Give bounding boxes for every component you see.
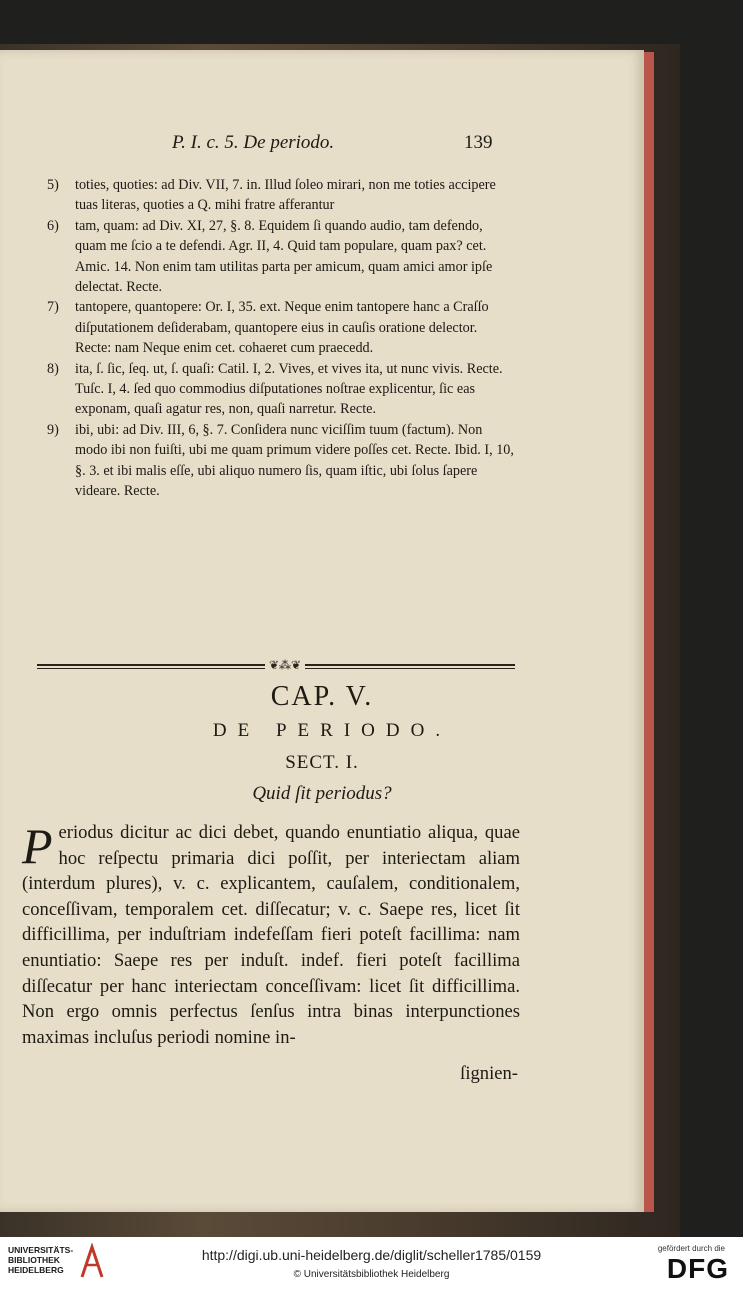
catchword: ſignien- (460, 1063, 518, 1084)
note-number: 5) (47, 177, 59, 193)
copyright-text: © Universitätsbibliothek Heidelberg (293, 1269, 450, 1280)
note-number: 6) (47, 217, 59, 234)
note-text: ibi, ubi: ad Div. III, 6, §. 7. Conſidera nunc viciſſim tuum (factum). Non modo ibi non fuiſti, ubi me quam primum videre poſſes cet. Recte. Ibid. I, 10, §. 3. et ibi malis eſſe, ubi aliquo numero ſis, quam iſtic, ubi ſolus ſapere videare. Recte. (75, 421, 514, 500)
funding-label: gefördert durch die (657, 1244, 725, 1253)
book-page (0, 50, 644, 1212)
chapter-title: DE PERIODO. (212, 720, 452, 741)
note-text: toties, quoties: ad Div. VII, 7. in. Illud ſoleo mirari, non me toties accipere tuas literas, quoties a Q. mihi fratre afferantur (75, 177, 496, 214)
note-number: 8) (47, 360, 59, 377)
running-title: P. I. c. 5. De periodo. (172, 132, 335, 153)
logo-line: UNIVERSITÄTS- (8, 1245, 74, 1255)
note-7 (47, 297, 517, 358)
note-text: ita, ſ. ſic, ſeq. ut, ſ. quaſi: Catil. I, 2. Vives, et vives ita, ut nunc vivis. Recte. Tuſc. I, 4. ſed quo commodius diſputationes noſtrae explicentur, ſic eas exponam, quaſi agatur res, non, quaſi narretur. Recte. (75, 360, 503, 418)
note-number: 7) (47, 299, 59, 316)
note-text: tam, quam: ad Div. XI, 27, §. 8. Equidem ſi quando audio, tam defendo, quam me ſcio a te defendi. Agr. II, 4. Quid tam populare, quam pax? cet. Amic. 14. Non enim tam utilitas parta per amicum, quam amici amor ipſe delectat. Recte. (75, 217, 493, 296)
page-number: 139 (464, 132, 493, 153)
note-6 (47, 216, 517, 298)
logo-line: BIBLIOTHEK (8, 1255, 60, 1265)
body-text (22, 820, 520, 1050)
section-heading: SECT. I. (285, 752, 359, 773)
body-paragraph (22, 820, 520, 1050)
page-text (0, 50, 644, 1212)
section-question: Quid ſit periodus? (252, 783, 392, 804)
drop-cap: P (22, 818, 53, 874)
chapter-heading: CAP. V. (270, 681, 374, 712)
source-url-link[interactable]: http://digi.ub.uni-heidelberg.de/diglit/scheller1785/0159 (201, 1247, 542, 1263)
ornamental-rule (37, 658, 515, 672)
paragraph-text: eriodus dicitur ac dici debet, quando enuntiatio aliqua, quae hoc reſpectu primaria dici poſſit, per interiectam aliam (interdum plures), v. c. explicantem, cauſalem, conditionalem, conceſſivam, temporalem cet. diſſecatur; v. c. Saepe res, licet ſit difficillima, per induſtriam indefeſſam fieri poteſt facillima: nam enuntiatio: Saepe res per induſt. indef. fieri poteſt facillima diſſecatur per hanc interiectam conceſſivam: licet ſit difficillima. Non ergo omnis perfectus ſenſus intra binas interpunctiones maximas incluſus periodi nomine in- (22, 822, 520, 1048)
note-text: tantopere, quantopere: Or. I, 35. ext. Neque enim tantopere hanc a Craſſo diſputationem deſiderabam, quantopere eius in cauſis oratione delector. Recte: nam Neque enim cet. cohaeret cum praecedd. (75, 299, 489, 357)
note-8 (47, 359, 517, 420)
viewer-footer (0, 1237, 743, 1290)
note-9 (47, 420, 517, 502)
note-5 (47, 175, 517, 216)
footnotes-list (47, 175, 517, 502)
note-number: 9) (47, 421, 59, 438)
logo-line: HEIDELBERG (8, 1265, 64, 1275)
ornament-icon: ❦⁂❦ (265, 658, 305, 672)
dfg-logo: DFG (666, 1253, 729, 1284)
